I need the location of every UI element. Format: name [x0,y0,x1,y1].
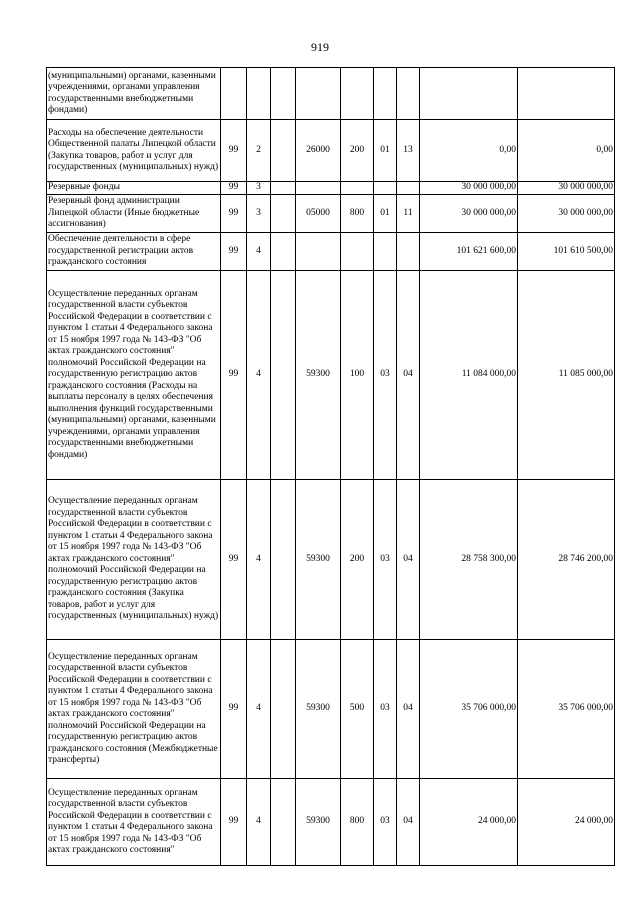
cell-c4: 800 [341,195,374,233]
cell-c6: 04 [397,271,420,480]
cell-value-1 [420,68,518,120]
cell-value-2: 11 085 000,00 [518,271,615,480]
cell-c3: 59300 [296,271,341,480]
cell-c4: 200 [341,120,374,182]
cell-value-1: 28 758 300,00 [420,480,518,640]
cell-value-1: 30 000 000,00 [420,182,518,195]
cell-empty [271,480,296,640]
row-name: Осуществление переданных органам государственной власти субъектов Российской Федерации в соответствии с пунктом 1 статьи 4 Федерального закона от 15 ноября 1997 года № 143-ФЗ "Об актах гражданского состояния" полномочий Российской Федерации на государственную регистрацию актов гражданского состояния (Закупка товаров, работ и услуг для государственных (муниципальных) нужд) [47,480,221,640]
table-row [47,640,615,779]
cell-c5: 01 [374,195,397,233]
cell-c6: 04 [397,640,420,779]
cell-value-2: 30 000 000,00 [518,182,615,195]
cell-c2: 2 [247,120,271,182]
cell-c5 [374,233,397,271]
cell-c3: 59300 [296,640,341,779]
cell-c3 [296,182,341,195]
cell-value-1: 24 000,00 [420,779,518,866]
table-row [47,480,615,640]
cell-empty [271,640,296,779]
table-row [47,68,615,120]
cell-c1: 99 [221,640,247,779]
cell-c1: 99 [221,480,247,640]
cell-c3: 26000 [296,120,341,182]
row-name: Осуществление переданных органам государственной власти субъектов Российской Федерации в соответствии с пунктом 1 статьи 4 Федерального закона от 15 ноября 1997 года № 143-ФЗ "Об актах гражданского состояния" [47,779,221,866]
row-name: Осуществление переданных органам государственной власти субъектов Российской Федерации в соответствии с пунктом 1 статьи 4 Федерального закона от 15 ноября 1997 года № 143-ФЗ "Об актах гражданского состояния" полномочий Российской Федерации на государственную регистрацию актов гражданского состояния (Расходы на выплаты персоналу в целях обеспечения выполнения функций государственными (муниципальными) органами, казенными учреждениями, органами управления государственными внебюджетными фондами) [47,271,221,480]
cell-c4: 500 [341,640,374,779]
cell-c6: 04 [397,480,420,640]
cell-c2: 4 [247,233,271,271]
table-row [47,182,615,195]
cell-c1: 99 [221,120,247,182]
cell-c5: 03 [374,779,397,866]
cell-c2: 4 [247,779,271,866]
cell-empty [271,233,296,271]
cell-c3: 59300 [296,779,341,866]
cell-c1: 99 [221,195,247,233]
cell-empty [271,120,296,182]
cell-c2: 3 [247,195,271,233]
row-name: Резервный фонд администрации Липецкой области (Иные бюджетные ассигнования) [47,195,221,233]
cell-c6: 13 [397,120,420,182]
cell-c5 [374,68,397,120]
cell-c6 [397,68,420,120]
cell-c1: 99 [221,271,247,480]
cell-value-1: 35 706 000,00 [420,640,518,779]
cell-value-1: 11 084 000,00 [420,271,518,480]
cell-empty [271,195,296,233]
cell-empty [271,779,296,866]
cell-c5: 03 [374,480,397,640]
cell-value-1: 101 621 600,00 [420,233,518,271]
cell-c1: 99 [221,779,247,866]
cell-c3: 05000 [296,195,341,233]
cell-c5 [374,182,397,195]
cell-value-2: 30 000 000,00 [518,195,615,233]
cell-c6: 11 [397,195,420,233]
cell-c4 [341,182,374,195]
row-name: Резервные фонды [47,182,221,195]
cell-value-2: 28 746 200,00 [518,480,615,640]
table-row [47,120,615,182]
cell-value-2: 24 000,00 [518,779,615,866]
page-number: 919 [311,40,329,54]
cell-c6 [397,233,420,271]
cell-c2: 4 [247,271,271,480]
cell-c3 [296,233,341,271]
cell-value-2 [518,68,615,120]
cell-c6 [397,182,420,195]
cell-c2: 4 [247,480,271,640]
cell-value-2: 35 706 000,00 [518,640,615,779]
budget-table [46,67,615,866]
cell-value-1: 0,00 [420,120,518,182]
cell-c5: 01 [374,120,397,182]
cell-value-1: 30 000 000,00 [420,195,518,233]
cell-c4 [341,68,374,120]
cell-c4 [341,233,374,271]
table-row [47,233,615,271]
cell-empty [271,271,296,480]
cell-value-2: 101 610 500,00 [518,233,615,271]
table-row [47,195,615,233]
row-name: (муниципальными) органами, казенными учреждениями, органами управления государственными внебюджетными фондами) [47,68,221,120]
cell-c1: 99 [221,233,247,271]
cell-empty [271,182,296,195]
cell-empty [271,68,296,120]
cell-c2: 4 [247,640,271,779]
cell-c1 [221,68,247,120]
row-name: Осуществление переданных органам государственной власти субъектов Российской Федерации в соответствии с пунктом 1 статьи 4 Федерального закона от 15 ноября 1997 года № 143-ФЗ "Об актах гражданского состояния" полномочий Российской Федерации на государственную регистрацию актов гражданского состояния (Межбюджетные трансферты) [47,640,221,779]
cell-c3: 59300 [296,480,341,640]
row-name: Расходы на обеспечение деятельности Общественной палаты Липецкой области (Закупка товаров, работ и услуг для государственных (муниципальных) нужд) [47,120,221,182]
row-name: Обеспечение деятельности в сфере государственной регистрации актов гражданского состояния [47,233,221,271]
cell-c4: 100 [341,271,374,480]
cell-c3 [296,68,341,120]
cell-c4: 800 [341,779,374,866]
cell-c2: 3 [247,182,271,195]
cell-c1: 99 [221,182,247,195]
cell-c5: 03 [374,640,397,779]
cell-c4: 200 [341,480,374,640]
table-row [47,779,615,866]
table-row [47,271,615,480]
cell-c6: 04 [397,779,420,866]
cell-value-2: 0,00 [518,120,615,182]
cell-c5: 03 [374,271,397,480]
cell-c2 [247,68,271,120]
